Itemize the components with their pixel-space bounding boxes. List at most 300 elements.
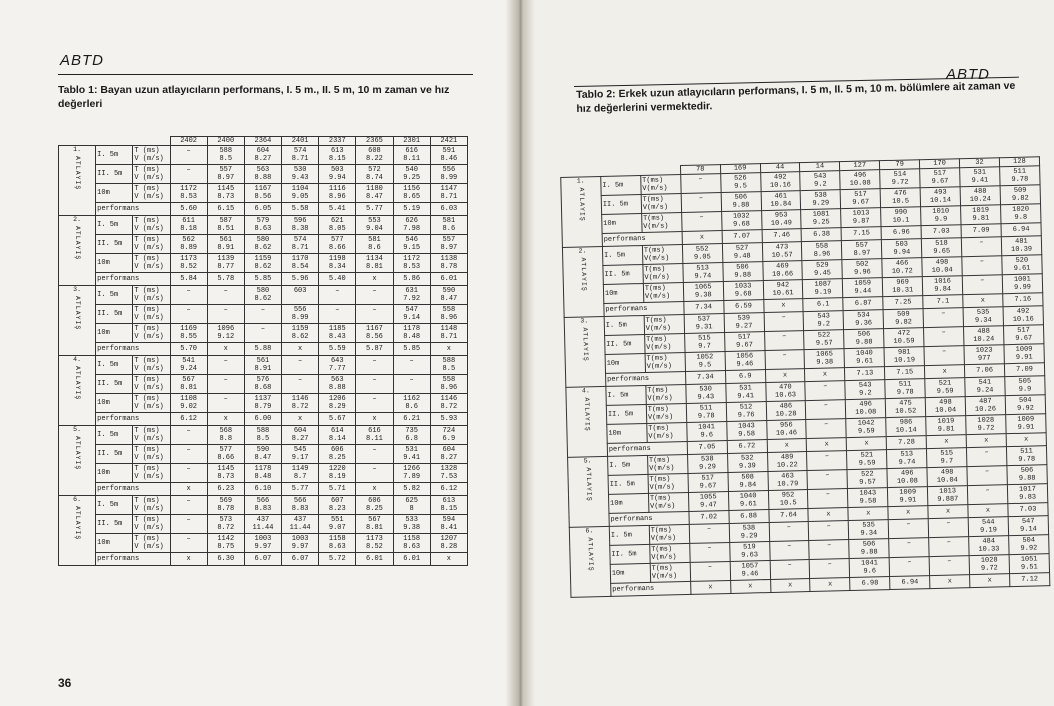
value-cell bbox=[809, 521, 849, 541]
value-cell bbox=[393, 165, 430, 184]
performance-value: 5.58 bbox=[282, 203, 319, 216]
segment-label: 10m bbox=[607, 423, 647, 443]
speed-value: 8.71 bbox=[291, 155, 309, 163]
jump-side-label: ATLAYIŞ bbox=[579, 257, 588, 292]
time-value: 566 bbox=[256, 497, 270, 505]
speed-value: 9.88 bbox=[860, 548, 878, 557]
value-cell bbox=[729, 541, 769, 561]
time-value: – bbox=[223, 287, 228, 295]
time-value: 580 bbox=[256, 236, 270, 244]
speed-value bbox=[172, 314, 206, 322]
time-value: 561 bbox=[219, 236, 233, 244]
speed-value: 10.04 bbox=[931, 266, 953, 275]
value-cell bbox=[885, 398, 925, 418]
speed-value: 8.88 bbox=[254, 174, 272, 182]
value-cell bbox=[170, 496, 207, 515]
time-value: 1013 bbox=[852, 209, 870, 218]
performance-value: x bbox=[848, 507, 888, 521]
time-value: 621 bbox=[330, 217, 344, 225]
table-row bbox=[59, 534, 468, 553]
speed-value bbox=[964, 265, 1001, 274]
value-cell bbox=[393, 534, 430, 553]
unit-label bbox=[133, 464, 170, 483]
speed-value bbox=[969, 475, 1006, 484]
speed-unit: V (m/s) bbox=[134, 174, 164, 182]
time-unit: T (ms) bbox=[134, 185, 160, 193]
value-cell bbox=[686, 384, 726, 404]
speed-value: 9.68 bbox=[734, 290, 752, 299]
segment-label: 10m bbox=[96, 254, 133, 273]
right-page bbox=[522, 0, 1054, 706]
speed-value: 10.04 bbox=[935, 406, 957, 415]
value-cell bbox=[840, 170, 880, 190]
speed-value bbox=[809, 479, 846, 488]
value-cell bbox=[356, 496, 393, 515]
value-cell bbox=[393, 324, 430, 343]
speed-value: 10.24 bbox=[973, 335, 995, 344]
time-value: 596 bbox=[293, 217, 307, 225]
unit-label bbox=[646, 403, 686, 423]
value-cell bbox=[966, 415, 1006, 435]
time-value: 487 bbox=[978, 397, 992, 406]
time-value: 466 bbox=[895, 259, 909, 268]
value-cell bbox=[356, 394, 393, 413]
speed-value: 9.31 bbox=[695, 323, 713, 332]
value-cell bbox=[766, 401, 806, 421]
unit-label bbox=[644, 334, 684, 354]
value-cell bbox=[924, 346, 964, 366]
time-value: 614 bbox=[330, 427, 344, 435]
segment-label: 10m bbox=[602, 214, 642, 234]
time-value: 562 bbox=[182, 236, 195, 244]
value-cell bbox=[393, 356, 430, 375]
speed-value bbox=[172, 473, 206, 481]
speed-value bbox=[683, 221, 720, 230]
value-cell bbox=[769, 522, 809, 542]
time-value: 488 bbox=[973, 187, 987, 196]
speed-value: 8.68 bbox=[254, 384, 272, 392]
performance-value: x bbox=[925, 365, 965, 379]
speed-value: 8.29 bbox=[328, 403, 346, 411]
time-value: 573 bbox=[219, 516, 233, 524]
time-value: – bbox=[786, 523, 792, 532]
value-cell bbox=[282, 375, 319, 394]
value-cell bbox=[1000, 185, 1040, 205]
performance-value: 6.23 bbox=[207, 483, 244, 496]
time-value: 1009 bbox=[899, 488, 917, 497]
time-value: 511 bbox=[1013, 167, 1027, 176]
speed-value bbox=[890, 528, 927, 537]
speed-value: 9.68 bbox=[733, 220, 751, 229]
time-unit: T(ms) bbox=[651, 545, 673, 554]
speed-value: 977 bbox=[977, 354, 991, 363]
value-cell bbox=[929, 556, 969, 576]
performance-value: 7.03 bbox=[921, 225, 961, 239]
performance-label: performans bbox=[96, 273, 170, 286]
value-cell bbox=[880, 188, 920, 208]
unit-label bbox=[133, 305, 170, 324]
performance-value: x bbox=[765, 369, 805, 383]
value-cell bbox=[923, 308, 963, 328]
speed-value: 8.91 bbox=[217, 244, 235, 252]
jump-side-label: ATLAYIŞ bbox=[74, 226, 82, 261]
speed-value: 9.87 bbox=[852, 217, 870, 226]
value-cell bbox=[844, 329, 884, 349]
speed-unit: V (m/s) bbox=[134, 263, 164, 271]
performance-value: x bbox=[430, 553, 467, 566]
value-cell bbox=[760, 172, 800, 192]
performance-value: 7.64 bbox=[768, 509, 808, 523]
right-table-caption: Tablo 2: Erkek uzun atlayıcıların performans, I. 5 m, II. 5 m, 10 m. bölümlere ait zaman ve hız değerlerini vermektedir. bbox=[576, 79, 1016, 115]
table-row bbox=[59, 146, 468, 165]
speed-value: 10.14 bbox=[895, 426, 917, 435]
time-value: 469 bbox=[776, 262, 789, 271]
speed-value: 9.94 bbox=[893, 248, 911, 257]
speed-value bbox=[357, 314, 391, 322]
speed-unit: V(m/s) bbox=[644, 292, 671, 301]
value-cell bbox=[207, 324, 244, 343]
performance-value: 5.67 bbox=[319, 413, 356, 426]
time-value: 579 bbox=[256, 217, 270, 225]
value-cell bbox=[319, 534, 356, 553]
segment-label: 10m bbox=[96, 464, 133, 483]
performance-label: performans bbox=[96, 553, 170, 566]
time-value: 1172 bbox=[403, 255, 421, 263]
value-cell bbox=[430, 375, 467, 394]
value-cell bbox=[683, 263, 723, 283]
speed-value bbox=[395, 384, 429, 392]
value-cell bbox=[843, 278, 883, 298]
time-value: 1158 bbox=[328, 535, 346, 543]
speed-value: 8.79 bbox=[254, 403, 272, 411]
speed-value: 8.74 bbox=[366, 174, 383, 182]
value-cell bbox=[768, 490, 808, 510]
speed-value: 8.52 bbox=[180, 263, 197, 271]
value-cell bbox=[393, 515, 430, 534]
time-unit: T(ms) bbox=[642, 195, 664, 204]
time-value: 492 bbox=[773, 173, 787, 182]
speed-value bbox=[692, 571, 729, 580]
speed-value: 9.2 bbox=[817, 320, 831, 329]
time-value: 1059 bbox=[854, 279, 872, 288]
value-cell bbox=[282, 426, 319, 445]
speed-unit: V (m/s) bbox=[134, 314, 164, 322]
speed-value: 9.24 bbox=[976, 386, 994, 395]
value-cell bbox=[689, 542, 729, 562]
speed-value: 8.66 bbox=[328, 244, 346, 252]
jump-side-label: ATLAYIŞ bbox=[577, 187, 586, 222]
value-cell bbox=[282, 165, 319, 184]
time-unit: T (ms) bbox=[134, 255, 160, 263]
time-value: 513 bbox=[900, 450, 914, 459]
value-cell bbox=[925, 397, 965, 417]
time-value: 1148 bbox=[440, 325, 458, 333]
value-cell bbox=[925, 378, 965, 398]
speed-value: 6.9 bbox=[442, 435, 456, 443]
speed-unit: V (m/s) bbox=[134, 435, 164, 443]
time-value: 607 bbox=[330, 497, 344, 505]
speed-value: 10.16 bbox=[1012, 315, 1034, 324]
time-value: 956 bbox=[779, 421, 793, 430]
performance-value: x bbox=[966, 434, 1006, 448]
time-value: 1173 bbox=[180, 255, 197, 263]
speed-value: 9.2 bbox=[858, 389, 872, 398]
value-cell bbox=[207, 146, 244, 165]
speed-value: 9.43 bbox=[697, 393, 715, 402]
value-cell bbox=[766, 420, 806, 440]
speed-unit: V(m/s) bbox=[643, 254, 670, 263]
time-value: 531 bbox=[739, 384, 752, 393]
value-cell bbox=[808, 489, 848, 509]
value-cell bbox=[844, 348, 884, 368]
speed-value: 10.84 bbox=[770, 200, 792, 209]
speed-value: 10.52 bbox=[895, 407, 917, 416]
performance-value: 7.25 bbox=[883, 296, 923, 310]
speed-value bbox=[357, 454, 391, 462]
speed-value: 8.72 bbox=[291, 403, 309, 411]
performance-value: 7.12 bbox=[1010, 573, 1050, 587]
segment-label: I. 5m bbox=[96, 216, 133, 235]
performance-value: 6.07 bbox=[282, 553, 319, 566]
time-value: – bbox=[699, 213, 704, 222]
time-value: – bbox=[186, 166, 191, 174]
speed-value bbox=[811, 549, 848, 558]
unit-label bbox=[133, 426, 170, 445]
segment-label: 10m bbox=[603, 284, 643, 304]
value-cell bbox=[282, 534, 319, 553]
speed-value: 10.24 bbox=[969, 195, 992, 204]
value-cell bbox=[244, 515, 281, 534]
time-value: 534 bbox=[857, 311, 870, 320]
value-cell bbox=[928, 486, 968, 506]
time-value: 517 bbox=[701, 474, 715, 483]
speed-value: 9.41 bbox=[971, 176, 989, 185]
performance-value: 5.86 bbox=[393, 273, 430, 286]
time-unit: T (ms) bbox=[134, 516, 160, 524]
speed-value bbox=[172, 454, 206, 462]
value-cell bbox=[282, 184, 319, 203]
value-cell bbox=[806, 400, 846, 420]
value-cell bbox=[887, 449, 927, 469]
value-cell bbox=[763, 280, 803, 300]
performance-value: 7.02 bbox=[689, 510, 729, 524]
time-value: 1159 bbox=[291, 325, 309, 333]
value-cell bbox=[430, 426, 467, 445]
value-cell bbox=[722, 243, 762, 263]
value-cell bbox=[393, 445, 430, 464]
speed-value: 8.73 bbox=[217, 473, 235, 481]
value-cell bbox=[207, 356, 244, 375]
time-value: 530 bbox=[699, 385, 713, 394]
speed-value: 9.43 bbox=[291, 174, 309, 182]
time-value: 521 bbox=[938, 379, 952, 388]
value-cell bbox=[282, 286, 319, 305]
value-cell bbox=[170, 394, 207, 413]
time-value: 572 bbox=[368, 166, 381, 174]
speed-value bbox=[925, 336, 962, 345]
value-cell bbox=[244, 235, 281, 254]
time-value: 1206 bbox=[328, 395, 346, 403]
time-value: – bbox=[823, 401, 828, 410]
value-cell bbox=[810, 559, 850, 579]
value-cell bbox=[393, 254, 430, 273]
time-value: 1108 bbox=[180, 395, 197, 403]
time-value: 532 bbox=[740, 454, 754, 463]
value-cell bbox=[319, 394, 356, 413]
speed-unit: V(m/s) bbox=[647, 413, 674, 422]
speed-value: 8.15 bbox=[328, 155, 346, 163]
unit-label bbox=[133, 445, 170, 464]
time-unit: T(ms) bbox=[648, 424, 670, 433]
speed-value: 9.84 bbox=[739, 481, 757, 490]
time-value: 1156 bbox=[403, 185, 421, 193]
speed-value bbox=[395, 365, 429, 373]
jump-side-cell bbox=[59, 496, 96, 566]
performance-value: 5.60 bbox=[170, 203, 207, 216]
speed-value: 8.5 bbox=[219, 155, 233, 163]
value-cell bbox=[764, 331, 804, 351]
segment-label: II. 5m bbox=[608, 474, 648, 494]
value-cell bbox=[430, 254, 467, 273]
time-value: 514 bbox=[893, 170, 907, 179]
speed-value: 8.51 bbox=[217, 225, 235, 233]
unit-label bbox=[646, 384, 686, 404]
value-cell bbox=[393, 216, 430, 235]
speed-value bbox=[209, 314, 243, 322]
time-value: 580 bbox=[256, 287, 270, 295]
speed-value bbox=[968, 456, 1005, 465]
time-value: 504 bbox=[1018, 396, 1032, 405]
value-cell bbox=[728, 472, 768, 492]
athlete-id-header: 14 bbox=[800, 162, 840, 172]
speed-value: 11.44 bbox=[289, 524, 311, 532]
performance-value: 6.96 bbox=[881, 226, 921, 240]
value-cell bbox=[393, 496, 430, 515]
value-cell bbox=[207, 426, 244, 445]
time-value: 990 bbox=[894, 208, 908, 217]
value-cell bbox=[723, 281, 763, 301]
time-value: – bbox=[372, 357, 377, 365]
value-cell bbox=[356, 184, 393, 203]
speed-value: 10.04 bbox=[936, 476, 958, 485]
time-value: 1266 bbox=[403, 465, 421, 473]
time-unit: T(ms) bbox=[644, 265, 666, 274]
time-value: 522 bbox=[817, 331, 831, 340]
speed-value: 10.46 bbox=[775, 429, 798, 438]
speed-value: 10.66 bbox=[772, 270, 794, 279]
speed-value: 8.47 bbox=[254, 454, 272, 462]
value-cell bbox=[765, 382, 805, 402]
value-cell bbox=[800, 171, 840, 191]
value-cell bbox=[926, 416, 966, 436]
value-cell bbox=[965, 396, 1005, 416]
time-value: – bbox=[946, 538, 952, 547]
speed-value: 9.91 bbox=[1015, 353, 1033, 362]
value-cell bbox=[889, 538, 929, 558]
time-value: – bbox=[372, 287, 377, 295]
value-cell bbox=[430, 165, 467, 184]
value-cell bbox=[804, 330, 844, 350]
time-unit: T (ms) bbox=[134, 357, 160, 365]
value-cell bbox=[807, 451, 847, 471]
performance-row bbox=[59, 413, 468, 426]
time-value: 511 bbox=[898, 380, 912, 389]
speed-unit: V (m/s) bbox=[134, 473, 164, 481]
speed-value: 9.97 bbox=[254, 543, 272, 551]
value-cell bbox=[921, 238, 961, 258]
speed-value: 9.74 bbox=[898, 458, 916, 467]
value-cell bbox=[807, 470, 847, 490]
time-value: 498 bbox=[940, 468, 954, 477]
time-value: – bbox=[947, 557, 952, 566]
speed-value: 9.7 bbox=[940, 457, 954, 466]
time-value: 506 bbox=[734, 193, 748, 202]
unit-label bbox=[650, 543, 690, 563]
performance-label: performans bbox=[96, 413, 170, 426]
speed-value bbox=[770, 531, 807, 540]
time-value: 557 bbox=[442, 236, 456, 244]
value-cell bbox=[1004, 344, 1044, 364]
value-cell bbox=[393, 286, 430, 305]
unit-label bbox=[644, 315, 684, 335]
time-value: – bbox=[372, 395, 377, 403]
performance-value: x bbox=[207, 343, 244, 356]
speed-value: 9.88 bbox=[1018, 474, 1036, 483]
time-value: – bbox=[186, 287, 191, 295]
performance-value: x bbox=[690, 580, 730, 594]
speed-value: 8.96 bbox=[328, 193, 346, 201]
performance-value: 7.09 bbox=[961, 224, 1001, 238]
speed-value bbox=[969, 494, 1006, 503]
unit-label bbox=[133, 324, 170, 343]
time-value: – bbox=[781, 332, 787, 341]
value-cell bbox=[688, 491, 728, 511]
unit-label bbox=[133, 515, 170, 534]
jump-side-label: ATLAYIŞ bbox=[581, 327, 590, 362]
time-unit: T(ms) bbox=[649, 494, 672, 503]
time-value: 1056 bbox=[736, 352, 754, 361]
speed-value: 10.1 bbox=[892, 216, 910, 225]
value-cell bbox=[888, 487, 928, 507]
unit-label bbox=[648, 492, 688, 512]
speed-value: 10.22 bbox=[776, 461, 798, 470]
speed-value: 9.12 bbox=[217, 333, 235, 341]
speed-value: 9.59 bbox=[936, 387, 954, 396]
speed-value: 8.8 bbox=[219, 435, 233, 443]
value-cell bbox=[319, 254, 356, 273]
performance-label: performans bbox=[96, 483, 170, 496]
left-page bbox=[0, 0, 515, 706]
speed-value: 9.59 bbox=[858, 459, 876, 468]
value-cell bbox=[170, 216, 207, 235]
speed-value: 9.78 bbox=[697, 412, 715, 421]
speed-value: 8.63 bbox=[254, 225, 272, 233]
value-cell bbox=[720, 173, 760, 193]
time-value: 1043 bbox=[737, 422, 755, 431]
time-unit: T (ms) bbox=[134, 325, 160, 333]
performance-value: 5.87 bbox=[356, 343, 393, 356]
time-value: 1009 bbox=[1015, 345, 1033, 354]
speed-value: 9.19 bbox=[980, 526, 998, 535]
value-cell bbox=[726, 421, 766, 441]
jump-side-label: ATLAYIŞ bbox=[583, 397, 591, 432]
table-row bbox=[59, 445, 468, 464]
performance-value: 7.03 bbox=[1008, 503, 1048, 517]
value-cell bbox=[430, 515, 467, 534]
speed-value: 8.6 bbox=[405, 403, 418, 411]
segment-label: II. 5m bbox=[601, 195, 641, 215]
value-cell bbox=[1000, 166, 1040, 186]
